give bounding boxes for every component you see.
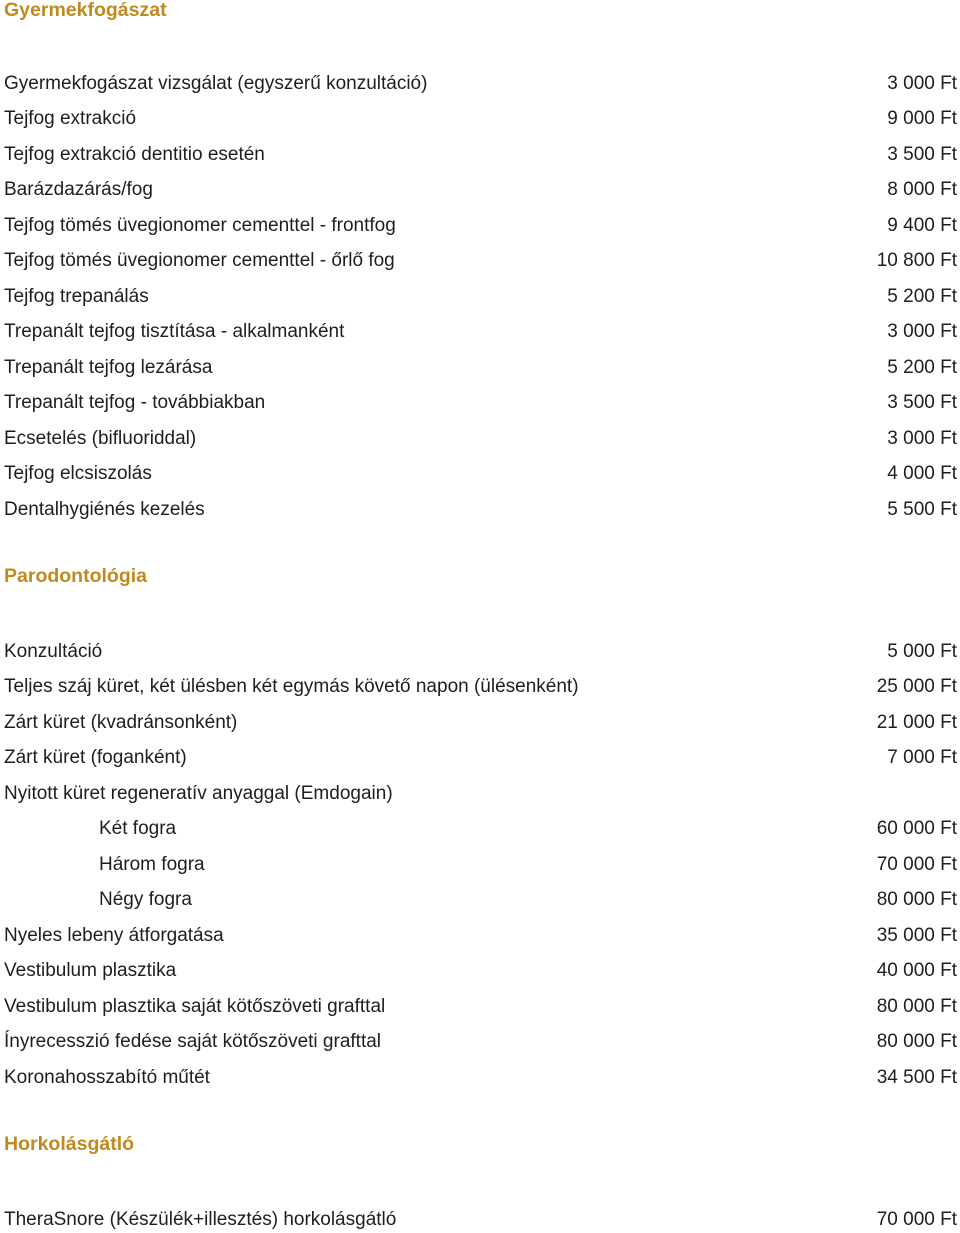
price-row: [0, 1207, 960, 1233]
price-row: [0, 142, 960, 168]
service-label: Nyeles lebeny átforgatása: [4, 925, 224, 946]
service-label: Ínyrecesszió fedése saját kötőszöveti grafttal: [4, 1031, 382, 1052]
service-price: 3 000 Ft: [887, 73, 957, 94]
section-title-horkolasgatlo: Horkolásgátló: [4, 1133, 135, 1155]
service-label: Tejfog tömés üvegionomer cementtel - frontfog: [4, 215, 396, 236]
service-label: Dentalhygiénés kezelés: [4, 499, 205, 520]
service-price: 4 000 Ft: [887, 463, 957, 484]
section-title-gyermekfogaszat: Gyermekfogászat: [4, 0, 167, 21]
service-price: 7 000 Ft: [887, 747, 957, 768]
service-price: 5 500 Ft: [887, 499, 957, 520]
service-label: Zárt küret (foganként): [4, 747, 187, 768]
service-price: 10 800 Ft: [876, 250, 957, 271]
service-price: 40 000 Ft: [876, 960, 957, 981]
service-price: 70 000 Ft: [876, 1209, 957, 1230]
price-row-sub: [0, 852, 960, 878]
service-label: Trepanált tejfog - továbbiakban: [4, 392, 266, 413]
price-row: [0, 745, 960, 771]
service-price: 35 000 Ft: [876, 925, 957, 946]
service-label: Ecsetelés (bifluoriddal): [4, 428, 197, 449]
service-label: Koronahosszabító műtét: [4, 1067, 210, 1088]
price-row: [0, 994, 960, 1020]
service-label: Vestibulum plasztika: [4, 960, 177, 981]
price-row: [0, 355, 960, 381]
service-price: 5 200 Ft: [887, 357, 957, 378]
price-row: [0, 639, 960, 665]
price-row: [0, 71, 960, 97]
price-row: [0, 213, 960, 239]
service-label: Barázdazárás/fog: [4, 179, 153, 200]
service-price: 8 000 Ft: [887, 179, 957, 200]
price-row: [0, 319, 960, 345]
service-label: TheraSnore (Készülék+illesztés) horkolásgátló: [4, 1209, 397, 1230]
price-row: [0, 284, 960, 310]
service-label: Vestibulum plasztika saját kötőszöveti grafttal: [4, 996, 386, 1017]
service-price: 9 000 Ft: [887, 108, 957, 129]
service-price: 25 000 Ft: [876, 676, 957, 697]
price-row: [0, 958, 960, 984]
service-price: 5 200 Ft: [887, 286, 957, 307]
section-title-parodontologia: Parodontológia: [4, 565, 147, 587]
price-row: [0, 461, 960, 487]
service-price: 9 400 Ft: [887, 215, 957, 236]
service-price: 3 500 Ft: [887, 392, 957, 413]
service-price: 80 000 Ft: [876, 1031, 957, 1052]
price-row: [0, 781, 960, 807]
service-price: 80 000 Ft: [876, 996, 957, 1017]
service-label: Nyitott küret regeneratív anyaggal (Emdogain): [4, 783, 393, 804]
service-label: Tejfog elcsiszolás: [4, 463, 152, 484]
price-row: [0, 497, 960, 523]
service-label: Négy fogra: [99, 889, 192, 910]
price-row: [0, 390, 960, 416]
service-label: Konzultáció: [4, 641, 103, 662]
service-price: 21 000 Ft: [876, 712, 957, 733]
service-label: Tejfog extrakció dentitio esetén: [4, 144, 265, 165]
service-price: 3 000 Ft: [887, 428, 957, 449]
service-label: Tejfog extrakció: [4, 108, 137, 129]
service-price: 3 000 Ft: [887, 321, 957, 342]
service-label: Trepanált tejfog tisztítása - alkalmanként: [4, 321, 345, 342]
price-row-sub: [0, 887, 960, 913]
service-label: Trepanált tejfog lezárása: [4, 357, 213, 378]
service-label: Tejfog trepanálás: [4, 286, 149, 307]
price-row: [0, 710, 960, 736]
price-row: [0, 248, 960, 274]
price-row: [0, 923, 960, 949]
service-label: Zárt küret (kvadránsonként): [4, 712, 238, 733]
service-label: Három fogra: [99, 854, 205, 875]
price-row: [0, 106, 960, 132]
service-label: Tejfog tömés üvegionomer cementtel - őrlő fog: [4, 250, 395, 271]
price-row-sub: [0, 816, 960, 842]
price-row: [0, 1029, 960, 1055]
service-price: 5 000 Ft: [887, 641, 957, 662]
service-label: Két fogra: [99, 818, 177, 839]
service-price: 70 000 Ft: [876, 854, 957, 875]
price-row: [0, 177, 960, 203]
service-price: 60 000 Ft: [876, 818, 957, 839]
service-price: 34 500 Ft: [876, 1067, 957, 1088]
service-label: Gyermekfogászat vizsgálat (egyszerű konzultáció): [4, 73, 428, 94]
price-row: [0, 674, 960, 700]
service-label: Teljes száj küret, két ülésben két egymás követő napon (ülésenként): [4, 676, 579, 697]
service-price: 3 500 Ft: [887, 144, 957, 165]
service-price: 80 000 Ft: [876, 889, 957, 910]
price-row: [0, 1065, 960, 1091]
price-row: [0, 426, 960, 452]
